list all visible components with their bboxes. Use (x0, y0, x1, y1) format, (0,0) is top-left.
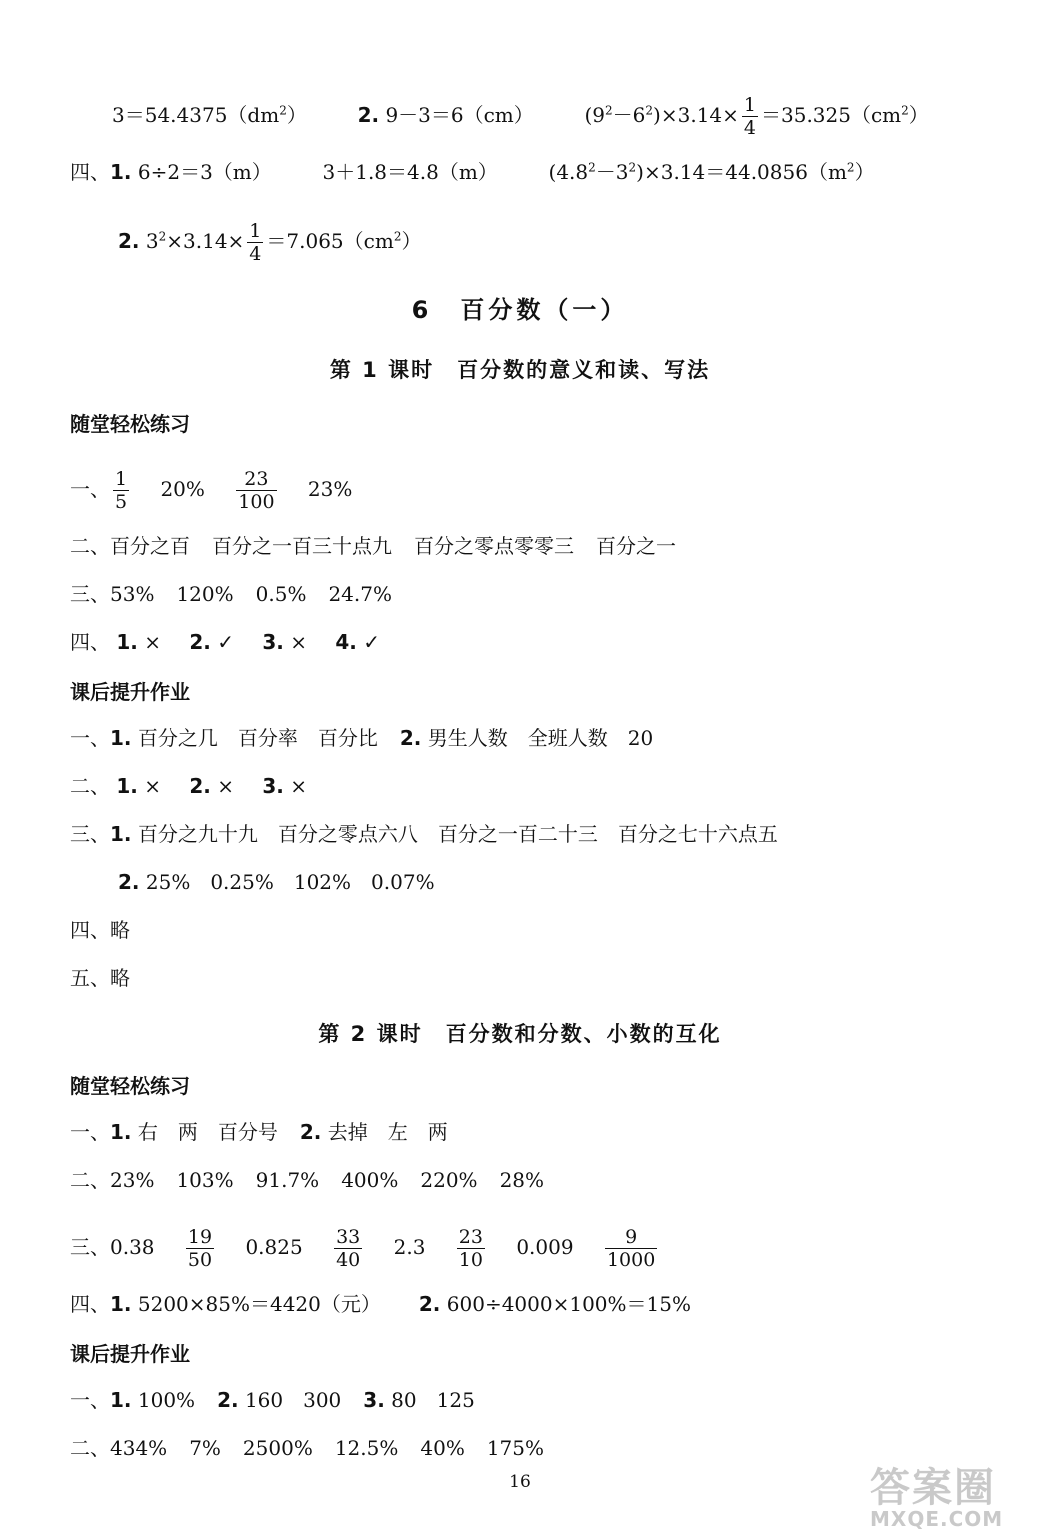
fraction: $\frac{23}{100}$ (238, 468, 275, 513)
fraction: $\frac{23}{10}$ (458, 1226, 483, 1271)
answer-line: 二、 1. × 2. × 3. × (70, 774, 307, 798)
fraction: $\frac{1}{4}$ (249, 220, 262, 265)
fraction: $\frac{1}{4}$ (743, 94, 756, 139)
answer-line: 二、百分之百 百分之一百三十点九 百分之零点零零三 百分之一 (70, 534, 676, 558)
answer-line: 五、略 (70, 966, 130, 990)
fraction: $\frac{33}{40}$ (336, 1226, 361, 1271)
fraction: $\frac{1}{5}$ (115, 468, 128, 513)
answer-line: 三、53% 120% 0.5% 24.7% (70, 582, 392, 606)
section-heading-in-class: 随堂轻松练习 (70, 1074, 190, 1098)
answer-line-prev-1: $3=54.4375(dm^2)$ 2. 9－3＝6（cm） $(9^2-6^2)\times 3.14\times$ $\frac{1}{4}$ $=35.325(cm^2)$ (112, 94, 929, 139)
answer-line: 一、1. 右 两 百分号 2. 去掉 左 两 (70, 1120, 448, 1144)
lesson-1-title: 第 1 课时 百分数的意义和读、写法 (329, 358, 711, 382)
section-heading-homework: 课后提升作业 (70, 1342, 190, 1366)
lesson-2-title: 第 2 课时 百分数和分数、小数的互化 (318, 1022, 722, 1046)
answer-line-prev-3: 2. $3^2\times 3.14\times$ $\frac{1}{4}$ $=7.065(cm^2)$ (118, 220, 422, 265)
answer-line: 一、1. 百分之几 百分率 百分比 2. 男生人数 全班人数 20 (70, 726, 654, 750)
answer-line: 三、0.38 $\frac{19}{50}$ 0.825 $\frac{33}{40}$ 2.3 $\frac{23}{10}$ 0.009 $\frac{9}{1000}$ (70, 1226, 656, 1271)
answer-line: 四、1. 5200×85%＝4420（元） 2. 600÷4000×100%＝15% (70, 1292, 691, 1316)
answer-line: 三、1. 百分之九十九 百分之零点六八 百分之一百二十三 百分之七十六点五 (70, 822, 778, 846)
fraction: $\frac{9}{1000}$ (606, 1226, 656, 1271)
answer-line: 一、 $\frac{1}{5}$ 20% $\frac{23}{100}$ 23% (70, 468, 353, 513)
answer-line: 2. 25% 0.25% 102% 0.07% (118, 870, 435, 894)
answer-line: 一、1. 100% 2. 160 300 3. 80 125 (70, 1388, 475, 1412)
chapter-title: 6 百分数（一） (411, 296, 629, 324)
section-heading-homework: 课后提升作业 (70, 680, 190, 704)
answer-line: 二、23% 103% 91.7% 400% 220% 28% (70, 1168, 545, 1192)
fraction: $\frac{19}{50}$ (187, 1226, 213, 1271)
answer-line: 四、 1. × 2. ✓ 3. × 4. ✓ (70, 630, 380, 654)
answer-line-prev-2: 四、1. 6÷2＝3（m） 3＋1.8＝4.8（m） $(4.8^2-3^2)\times 3.14=44.0856(m^2)$ (70, 160, 875, 184)
watermark-logo: 答案圈 MXQE.COM (870, 1465, 1004, 1531)
answer-line: 二、434% 7% 2500% 12.5% 40% 175% (70, 1436, 545, 1460)
section-heading-in-class: 随堂轻松练习 (70, 412, 190, 436)
answer-line: 四、略 (70, 918, 130, 942)
page-number: 16 (509, 1472, 531, 1492)
